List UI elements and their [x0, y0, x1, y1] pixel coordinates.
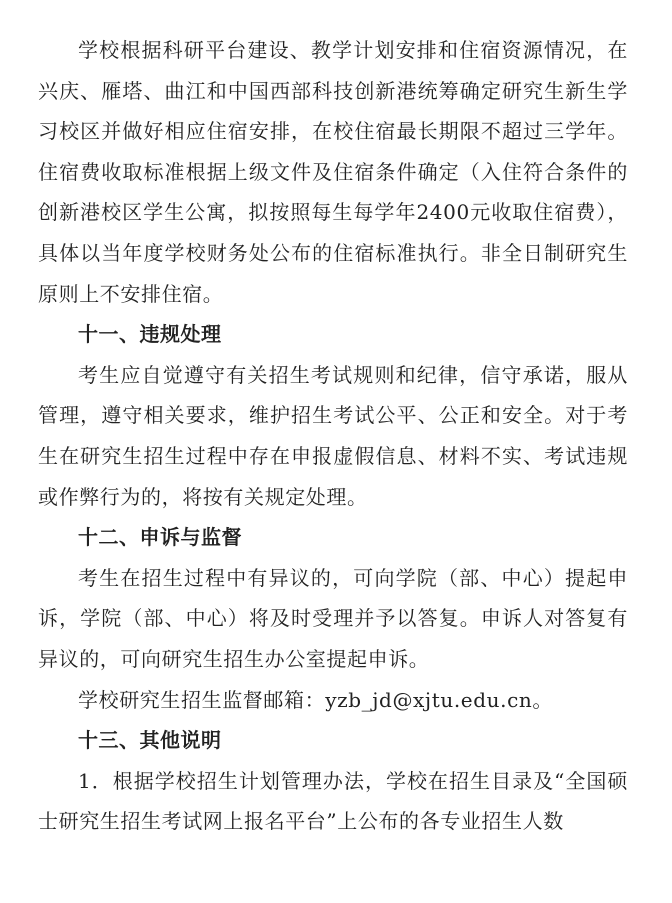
paragraph-supervision-email: 学校研究生招生监督邮箱：yzb_jd@xjtu.edu.cn。	[78, 687, 553, 712]
paragraph-other-notes-1: 1．根据学校招生计划管理办法，学校在招生目录及“全国硕士研究生招生考试网上报名平台”上公布的各专业招生人数	[38, 768, 628, 834]
paragraph-violation-handling: 考生应自觉遵守有关招生考试规则和纪律，信守承诺，服从管理，遵守相关要求，维护招生考试公平、公正和安全。对于考生在研究生招生过程中存在申报虚假信息、材料不实、考试违规或作弊行为的，将按有关规定处理。	[38, 362, 628, 509]
paragraph-appeal: 考生在招生过程中有异议的，可向学院（部、中心）提起申诉，学院（部、中心）将及时受理并予以答复。申诉人对答复有异议的，可向研究生招生办公室提起申诉。	[38, 565, 628, 671]
heading-violation-handling: 十一、违规处理	[78, 322, 222, 347]
heading-other-notes: 十三、其他说明	[78, 728, 222, 753]
heading-appeal-supervision: 十二、申诉与监督	[78, 525, 242, 550]
paragraph-accommodation: 学校根据科研平台建设、教学计划安排和住宿资源情况，在兴庆、雁塔、曲江和中国西部科技创新港统筹确定研究生新生学习校区并做好相应住宿安排，在校住宿最长期限不超过三学年。住宿费收取标准根据上级文件及住宿条件确定（入住符合条件的创新港校区学生公寓，拟按照每生每学年2400元收取住宿费），具体以当年度学校财务处公布的住宿标准执行。非全日制研究生原则上不安排住宿。	[38, 38, 628, 306]
document-body	[38, 30, 628, 842]
